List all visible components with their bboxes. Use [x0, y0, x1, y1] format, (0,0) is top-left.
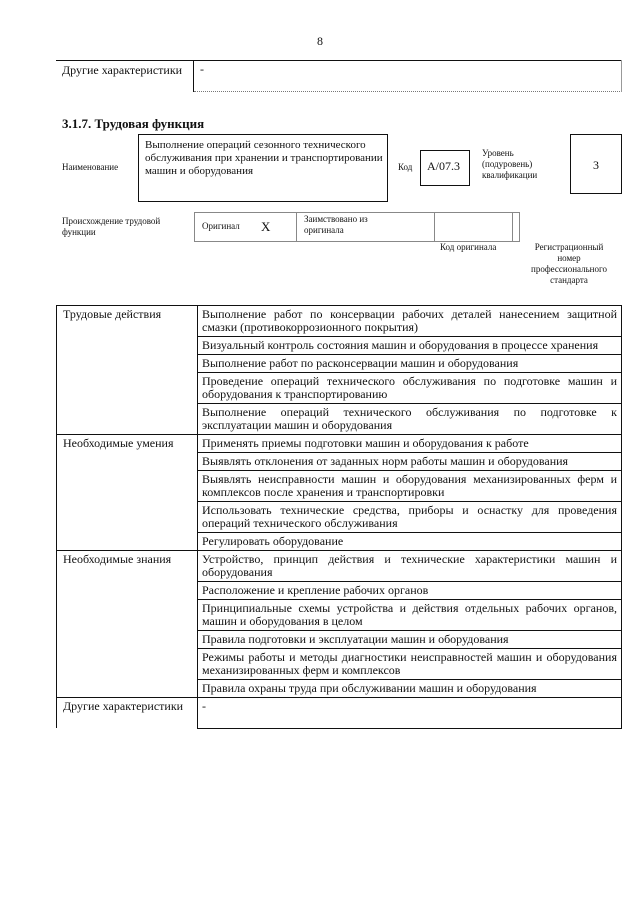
- other-characteristics-value: -: [200, 62, 204, 76]
- page-number: 8: [317, 34, 323, 48]
- category-cell: Необходимые знания: [57, 551, 198, 698]
- section-title: 3.1.7. Трудовая функция: [62, 116, 205, 131]
- table-cell: Правила охраны труда при обслуживании машин и оборудования: [198, 680, 622, 698]
- table-row: [57, 306, 622, 337]
- table-cell: Принципиальные схемы устройства и действия отдельных рабочих органов, машин и оборудования в целом: [198, 600, 622, 631]
- name-label: Наименование: [62, 162, 119, 172]
- code-original-label: Код оригинала: [440, 242, 497, 252]
- table-row: [57, 435, 622, 453]
- category-cell: Трудовые действия: [57, 306, 198, 435]
- other-characteristics-label: Другие характеристики: [56, 60, 194, 92]
- table-cell: Применять приемы подготовки машин и оборудования к работе: [198, 435, 622, 453]
- table-cell: Выполнение работ по расконсервации машин и оборудования: [198, 355, 622, 373]
- borrowed-label: Заимствовано из оригинала: [304, 214, 368, 235]
- table-row: [57, 698, 622, 729]
- table-cell: Выявлять отклонения от заданных норм работы машин и оборудования: [198, 453, 622, 471]
- table-cell: Режимы работы и методы диагностики неисправностей машин и оборудования механизированных ферм и комплексов: [198, 649, 622, 680]
- table-cell: Использовать технические средства, приборы и оснастку для проведения операций технического обслуживания: [198, 502, 622, 533]
- original-mark: X: [261, 219, 271, 234]
- category-cell: Необходимые умения: [57, 435, 198, 551]
- name-value: Выполнение операций сезонного технического обслуживания при хранении и транспортировании машин и оборудования: [138, 134, 388, 202]
- table-cell: Выполнение работ по консервации рабочих деталей нанесением защитной смазки (противокоррозионного покрытия): [198, 306, 622, 337]
- other-characteristics-fragment: [56, 60, 622, 92]
- table-cell: Визуальный контроль состояния машин и оборудования в процессе хранения: [198, 337, 622, 355]
- labor-function-table: [56, 305, 622, 729]
- table-cell: Выявлять неисправности машин и оборудования механизированных ферм и комплексов после хранения и транспортировки: [198, 471, 622, 502]
- level-label: Уровень (подуровень) квалификации: [482, 148, 538, 180]
- origin-label: Происхождение трудовой функции: [62, 216, 161, 237]
- table-cell: Расположение и крепление рабочих органов: [198, 582, 622, 600]
- category-cell: Другие характеристики: [57, 698, 198, 729]
- table-cell: Регулировать оборудование: [198, 533, 622, 551]
- table-cell: Правила подготовки и эксплуатации машин и оборудования: [198, 631, 622, 649]
- table-cell: -: [198, 698, 622, 729]
- table-cell: Выполнение операций технического обслуживания по подготовке к эксплуатации машин и оборудования: [198, 404, 622, 435]
- code-label: Код: [398, 162, 413, 172]
- table-row: [57, 551, 622, 582]
- level-value: 3: [570, 134, 622, 194]
- table-cell: Устройство, принцип действия и технические характеристики машин и оборудования: [198, 551, 622, 582]
- code-value: A/07.3: [420, 150, 470, 186]
- table-cell: Проведение операций технического обслуживания по подготовке машин и оборудования к транспортированию: [198, 373, 622, 404]
- original-label: Оригинал: [202, 221, 240, 231]
- reg-number-label: Регистрационный номер профессионального стандарта: [531, 242, 607, 285]
